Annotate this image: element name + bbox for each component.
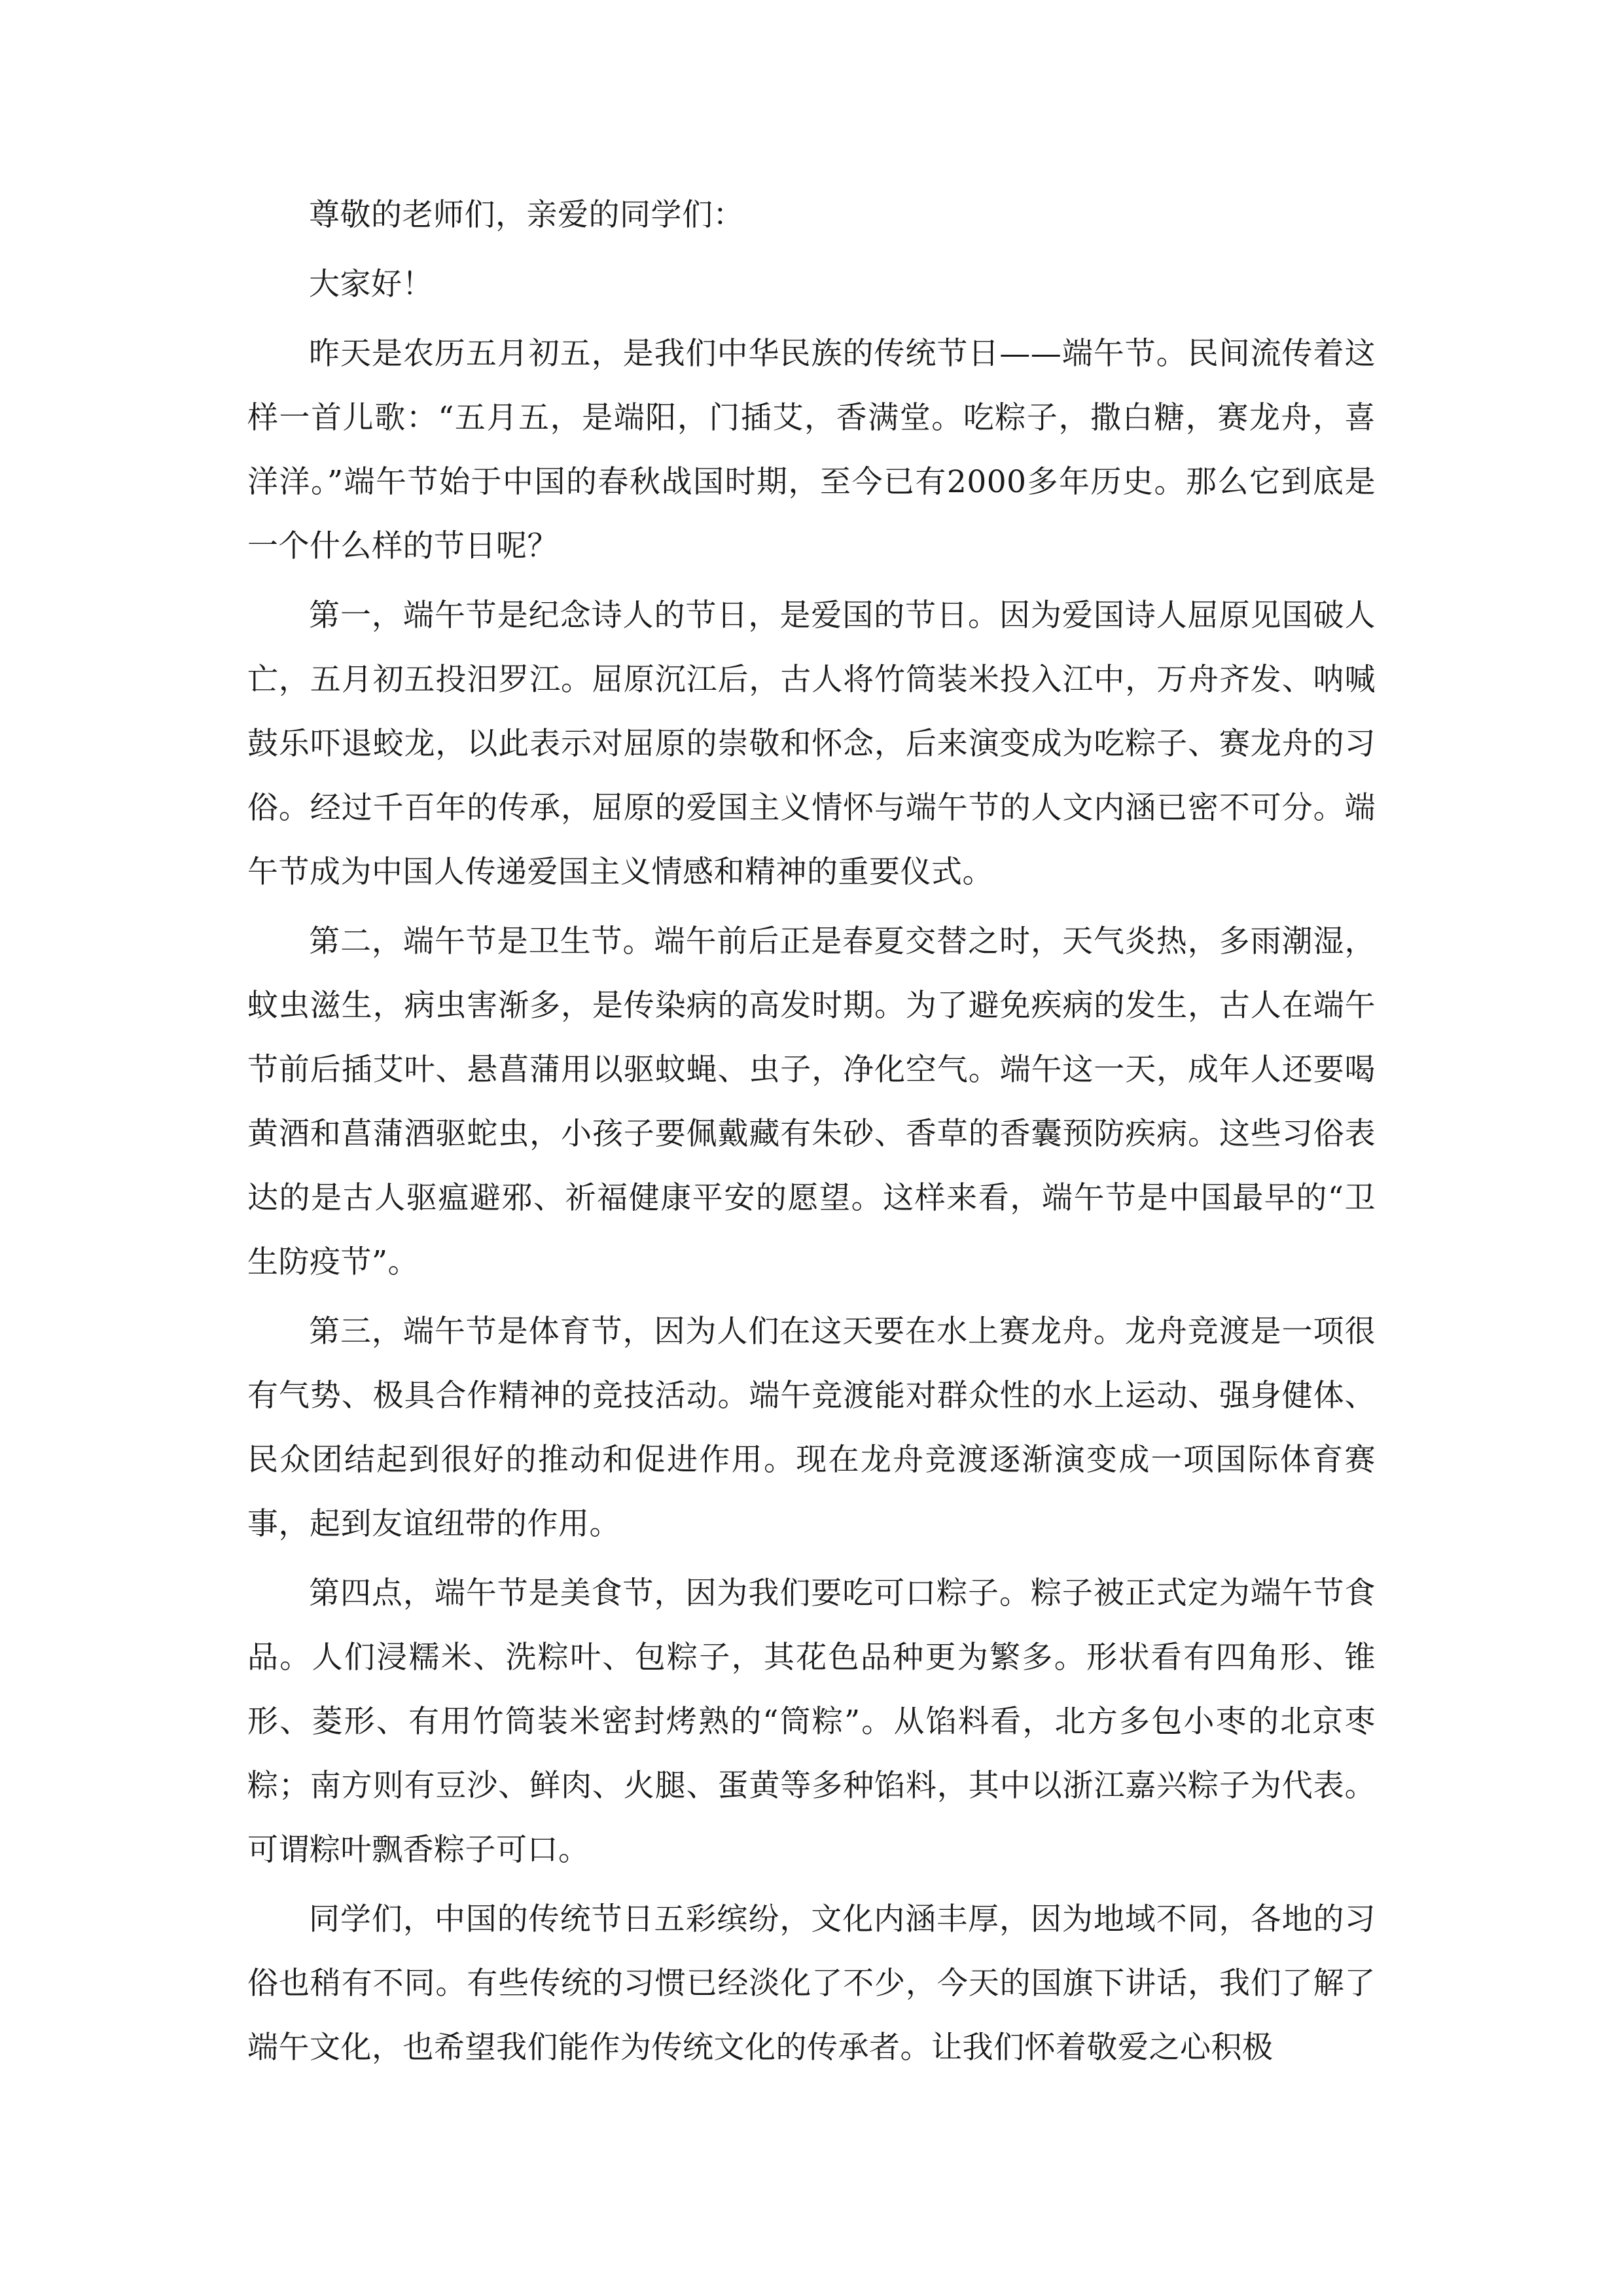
document-page bbox=[247, 183, 1376, 2085]
closing-paragraph: 同学们，中国的传统节日五彩缤纷，文化内涵丰厚，因为地域不同，各地的习俗也稍有不同。有些传统的习惯已经淡化了不少，今天的国旗下讲话，我们了解了端午文化，也希望我们能作为传统文化的传承者。让我们怀着敬爱之心积极 bbox=[247, 1901, 1376, 2066]
third-point-paragraph: 第三，端午节是体育节，因为人们在这天要在水上赛龙舟。龙舟竞渡是一项很有气势、极具合作精神的竞技活动。端午竞渡能对群众性的水上运动、强身健体、民众团结起到很好的推动和促进作用。现在龙舟竞渡逐渐演变成一项国际体育赛事，起到友谊纽带的作用。 bbox=[247, 1314, 1376, 1542]
greeting-paragraph: 尊敬的老师们，亲爱的同学们： bbox=[309, 197, 744, 233]
fourth-point-paragraph: 第四点，端午节是美食节，因为我们要吃可口粽子。粽子被正式定为端午节食品。人们浸糯米、洗粽叶、包粽子，其花色品种更为繁多。形状看有四角形、锥形、菱形、有用竹筒装米密封烤熟的“筒粽”。从馅料看，北方多包小枣的北京枣粽；南方则有豆沙、鲜肉、火腿、蛋黄等多种馅料，其中以浙江嘉兴粽子为代表。可谓粽叶飘香粽子可口。 bbox=[247, 1575, 1376, 1868]
second-point-paragraph: 第二，端午节是卫生节。端午前后正是春夏交替之时，天气炎热，多雨潮湿，蚊虫滋生，病虫害渐多，是传染病的高发时期。为了避免疾病的发生，古人在端午节前后插艾叶、悬菖蒲用以驱蚊蝇、虫子，净化空气。端午这一天，成年人还要喝黄酒和菖蒲酒驱蛇虫，小孩子要佩戴藏有朱砂、香草的香囊预防疾病。这些习俗表达的是古人驱瘟避邪、祈福健康平安的愿望。这样来看，端午节是中国最早的“卫生防疫节”。 bbox=[247, 924, 1376, 1280]
hello-paragraph: 大家好！ bbox=[309, 266, 433, 302]
intro-paragraph: 昨天是农历五月初五，是我们中华民族的传统节日——端午节。民间流传着这样一首儿歌：“五月五，是端阳，门插艾，香满堂。吃粽子，撒白糖，赛龙舟，喜洋洋。”端午节始于中国的春秋战国时期，至今已有2000多年历史。那么它到底是一个什么样的节日呢？ bbox=[247, 336, 1376, 564]
first-point-paragraph: 第一，端午节是纪念诗人的节日，是爱国的节日。因为爱国诗人屈原见国破人亡，五月初五投汨罗江。屈原沉江后，古人将竹筒装米投入江中，万舟齐发、呐喊鼓乐吓退蛟龙，以此表示对屈原的崇敬和怀念，后来演变成为吃粽子、赛龙舟的习俗。经过千百年的传承，屈原的爱国主义情怀与端午节的人文内涵已密不可分。端午节成为中国人传递爱国主义情感和精神的重要仪式。 bbox=[247, 598, 1376, 890]
